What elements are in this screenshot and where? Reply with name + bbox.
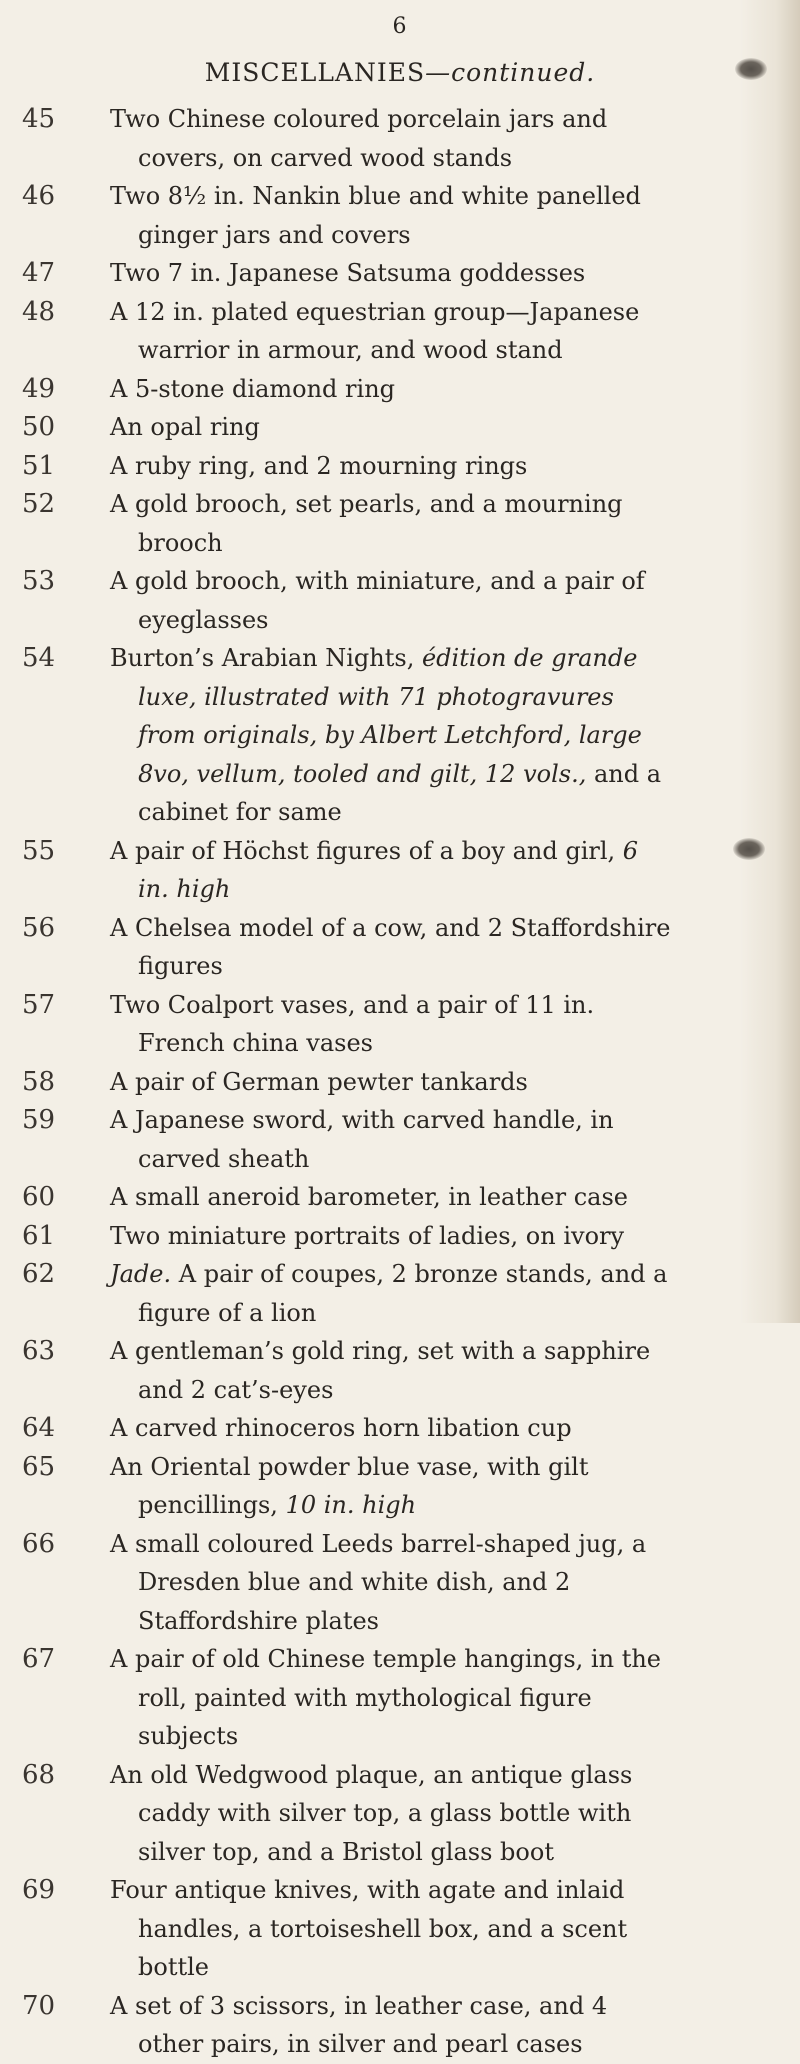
lot-description: A ruby ring, and 2 mourning rings <box>110 451 528 480</box>
lot-description: A small aneroid barometer, in leather case <box>110 1183 629 1211</box>
lot-69 <box>0 1871 800 1987</box>
lot-number: 66 <box>22 1528 56 1559</box>
lot-number: 57 <box>22 989 56 1020</box>
lot-65 <box>0 1448 800 1525</box>
lot-number: 61 <box>22 1220 56 1251</box>
lot-61 <box>0 1217 800 1256</box>
lot-55 <box>0 832 800 909</box>
lot-58 <box>0 1063 800 1102</box>
lot-67 <box>0 1640 800 1756</box>
lot-46 <box>0 177 800 254</box>
lot-45 <box>0 100 800 177</box>
lot-description-part: A pair of coupes, 2 bronze stands, and a figure of a lion <box>138 1260 668 1327</box>
lot-52 <box>0 485 800 562</box>
lot-description: An opal ring <box>110 413 260 441</box>
lot-number: 53 <box>22 566 56 596</box>
lot-47 <box>0 254 800 293</box>
lot-description: A Japanese sword, with carved handle, in carved sheath <box>110 1106 614 1173</box>
lot-description-italic: 10 in. high <box>285 1491 417 1519</box>
lot-description-italic: Jade. <box>110 1260 172 1288</box>
lot-50 <box>0 408 800 447</box>
lot-description: A pair of German pewter tankards <box>110 1067 528 1096</box>
lot-description <box>110 1448 675 1525</box>
lot-number: 47 <box>22 258 56 288</box>
lot-51 <box>0 447 800 486</box>
lot-54 <box>0 639 800 832</box>
lot-description: A Chelsea model of a cow, and 2 Staffordshire figures <box>110 913 671 980</box>
lot-number: 55 <box>22 835 56 866</box>
lot-description: A 12 in. plated equestrian group—Japanese warrior in armour, and wood stand <box>110 297 640 364</box>
lot-number: 68 <box>22 1759 56 1790</box>
lot-description: A 5-stone diamond ring <box>110 374 396 403</box>
lot-description: Two Coalport vases, and a pair of 11 in. French china vases <box>110 990 595 1057</box>
lot-number: 49 <box>22 373 56 404</box>
lot-56 <box>0 909 800 986</box>
lot-description: An old Wedgwood plaque, an antique glass caddy with silver top, a glass bottle with silver top, and a Bristol glass boot <box>110 1760 633 1866</box>
lot-description: A gentleman’s gold ring, set with a sapphire and 2 cat’s-eyes <box>110 1337 651 1404</box>
page-number: 6 <box>392 14 408 39</box>
lot-description: A set of 3 scissors, in leather case, and 4 other pairs, in silver and pearl cases <box>110 1991 608 2058</box>
lot-number: 51 <box>22 450 56 481</box>
lot-66 <box>0 1525 800 1641</box>
lot-description-part: Burton’s Arabian Nights, <box>110 644 422 672</box>
lot-description: Two 8½ in. Nankin blue and white panelled ginger jars and covers <box>110 182 641 249</box>
lot-description: Two Chinese coloured porcelain jars and covers, on carved wood stands <box>110 105 608 172</box>
lot-description-part: A pair of Höchst figures of a boy and girl, <box>110 836 623 865</box>
lot-53 <box>0 562 800 639</box>
lot-number: 46 <box>22 181 56 211</box>
lot-number: 58 <box>22 1066 56 1097</box>
lot-number: 64 <box>22 1413 56 1443</box>
lot-description-italic: 6 in. high <box>138 836 639 903</box>
lot-number: 50 <box>22 412 56 442</box>
lot-number: 48 <box>22 296 56 327</box>
lot-number: 52 <box>22 489 56 519</box>
lot-description-part: An Oriental powder blue vase, with gilt pencillings, <box>110 1452 589 1519</box>
lot-description: A gold brooch, with miniature, and a pair of eyeglasses <box>110 567 645 634</box>
lot-number: 67 <box>22 1644 56 1674</box>
lot-68 <box>0 1756 800 1872</box>
lot-59 <box>0 1101 800 1178</box>
section-title <box>0 58 800 87</box>
lot-number: 65 <box>22 1451 56 1482</box>
lot-number: 69 <box>22 1875 56 1905</box>
lot-number: 45 <box>22 104 56 134</box>
lot-number: 60 <box>22 1182 56 1212</box>
lot-description-italic: édition de grande luxe, illustrated with 71 photogravures from originals, by Albert Letchford, large 8vo, vellum, tooled and gilt, 12 vols., <box>138 644 642 788</box>
lot-description <box>110 832 675 909</box>
lot-number: 54 <box>22 643 56 673</box>
lot-48 <box>0 293 800 370</box>
lot-60 <box>0 1178 800 1217</box>
lot-description: Two miniature portraits of ladies, on ivory <box>110 1221 625 1250</box>
lot-57 <box>0 986 800 1063</box>
lot-description: A small coloured Leeds barrel-shaped jug, a Dresden blue and white dish, and 2 Staffordshire plates <box>110 1529 647 1635</box>
section-title-text: MISCELLANIES <box>204 58 426 87</box>
section-title-continued: —continued. <box>425 58 596 87</box>
lot-list <box>0 100 800 2064</box>
lot-number: 63 <box>22 1336 56 1366</box>
lot-description: Two 7 in. Japanese Satsuma goddesses <box>110 259 586 287</box>
lot-description <box>110 1255 675 1332</box>
lot-description <box>110 639 675 832</box>
lot-description: A carved rhinoceros horn libation cup <box>110 1414 572 1442</box>
lot-number: 62 <box>22 1259 56 1289</box>
lot-62 <box>0 1255 800 1332</box>
lot-64 <box>0 1409 800 1448</box>
lot-description: A gold brooch, set pearls, and a mourning brooch <box>110 490 623 557</box>
lot-number: 70 <box>22 1990 56 2021</box>
lot-63 <box>0 1332 800 1409</box>
lot-description: A pair of old Chinese temple hangings, in the roll, painted with mythological figure subjects <box>110 1645 661 1750</box>
lot-description: Four antique knives, with agate and inlaid handles, a tortoiseshell box, and a scent bottle <box>110 1876 628 1981</box>
lot-70 <box>0 1987 800 2064</box>
lot-number: 56 <box>22 912 56 943</box>
lot-49 <box>0 370 800 409</box>
lot-description-part: and a cabinet for same <box>138 759 662 826</box>
lot-number: 59 <box>22 1105 56 1135</box>
